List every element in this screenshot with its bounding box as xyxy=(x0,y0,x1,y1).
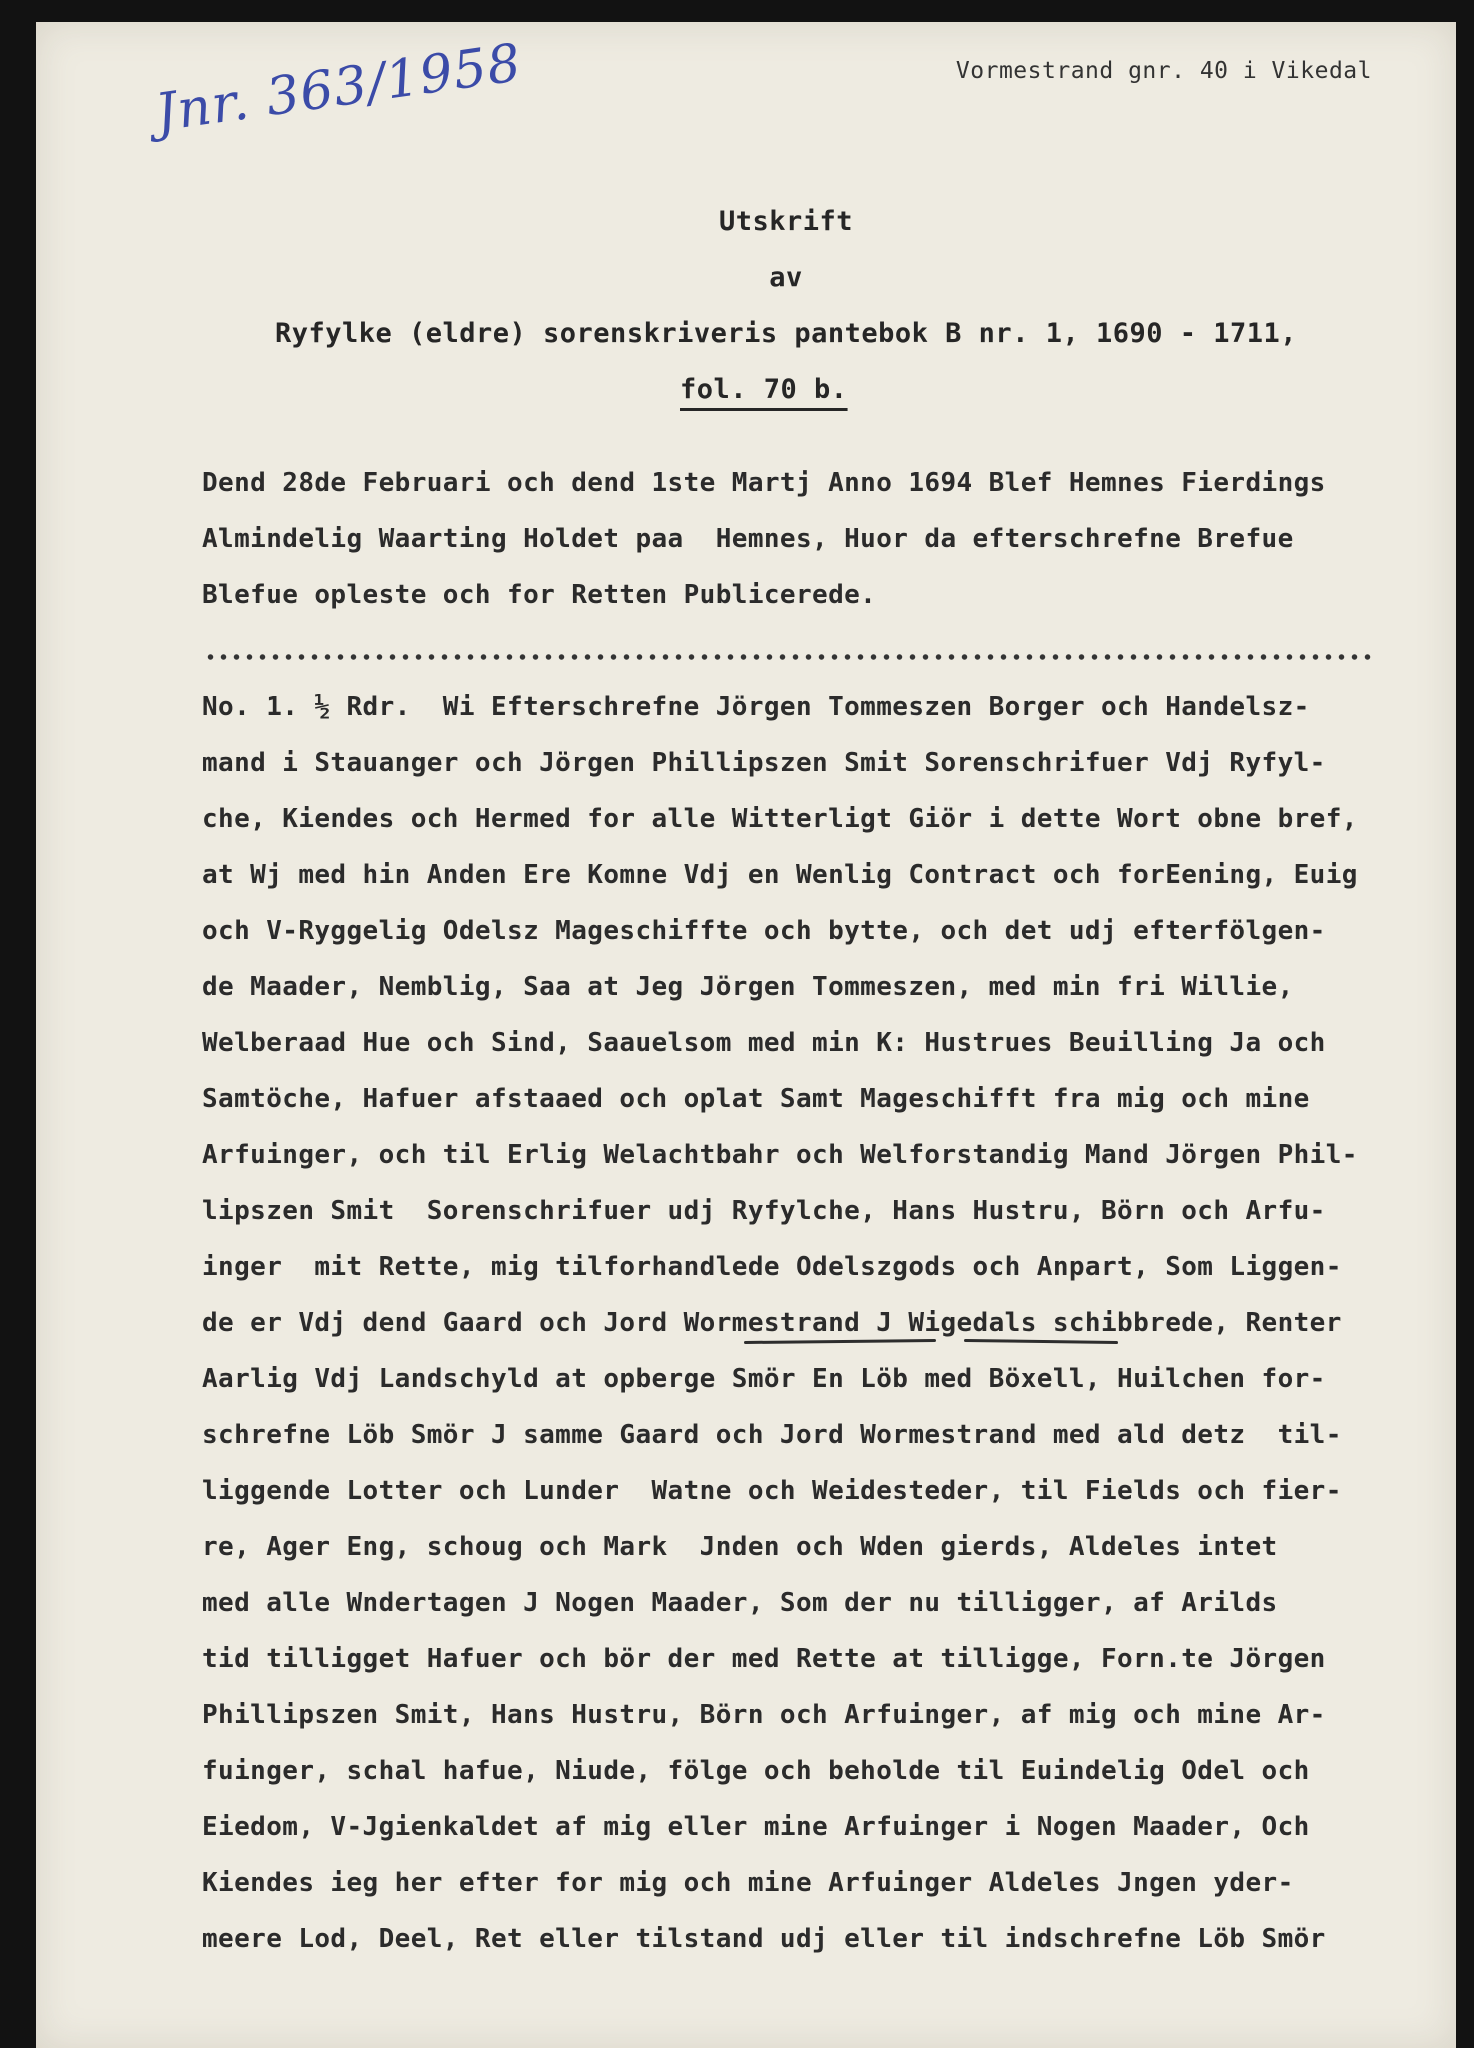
entry-line-13: Aarlig Vdj Landschyld at opberge Smör En Löb med Böxell, Huilchen for- xyxy=(202,1364,1326,1394)
dotted-separator xyxy=(204,652,1374,662)
entry-line-3: che, Kiendes och Hermed for alle Witterligt Giör i dette Wort obne bref, xyxy=(202,804,1358,834)
intro-line-3: Blefue opleste och for Retten Publicerede. xyxy=(202,580,877,610)
title-line-4: fol. 70 b. xyxy=(680,374,848,405)
entry-line-7: Welberaad Hue och Sind, Saauelsom med min K: Hustrues Beuilling Ja och xyxy=(202,1028,1326,1058)
entry-line-15: liggende Lotter och Lunder Watne och Weidesteder, til Fields och fier- xyxy=(202,1476,1342,1506)
header-reference: Vormestrand gnr. 40 i Vikedal xyxy=(955,58,1372,84)
typed-sheet xyxy=(36,22,1456,2048)
entry-line-22: Kiendes ieg her efter for mig och mine Arfuinger Aldeles Jngen yder- xyxy=(202,1868,1294,1898)
entry-line-5: och V-Ryggelig Odelsz Mageschiffte och bytte, och det udj efterfölgen- xyxy=(202,916,1326,946)
entry-line-17: med alle Wndertagen J Nogen Maader, Som der nu tilligger, af Arilds xyxy=(202,1588,1278,1618)
entry-line-9: Arfuinger, och til Erlig Welachtbahr och Welforstandig Mand Jörgen Phil- xyxy=(202,1140,1358,1170)
entry-line-11: inger mit Rette, mig tilforhandlede Odelszgods och Anpart, Som Liggen- xyxy=(202,1252,1342,1282)
entry-line-12: de er Vdj dend Gaard och Jord Wormestrand J Wigedals schibbrede, Renter xyxy=(202,1308,1342,1338)
entry-line-8: Samtöche, Hafuer afstaaed och oplat Samt Mageschifft fra mig och mine xyxy=(202,1084,1310,1114)
entry-line-10: lipszen Smit Sorenschrifuer udj Ryfylche, Hans Hustru, Börn och Arfu- xyxy=(202,1196,1326,1226)
handwritten-note: Jnr. 363/1958 xyxy=(151,32,526,144)
entry-line-16: re, Ager Eng, schoug och Mark Jnden och Wden gierds, Aldeles intet xyxy=(202,1532,1278,1562)
intro-line-1: Dend 28de Februari och dend 1ste Martj Anno 1694 Blef Hemnes Fierdings xyxy=(202,468,1326,498)
entry-line-23: meere Lod, Deel, Ret eller tilstand udj eller til indschrefne Löb Smör xyxy=(202,1924,1326,1954)
entry-line-6: de Maader, Nemblig, Saa at Jeg Jörgen Tommeszen, med min fri Willie, xyxy=(202,972,1294,1002)
title-line-2: av xyxy=(769,262,803,293)
underline-wigedals xyxy=(964,1339,1118,1344)
entry-line-18: tid tilligget Hafuer och bör der med Rette at tilligge, Forn.te Jörgen xyxy=(202,1644,1326,1674)
title-line-3: Ryfylke (eldre) sorenskriveris pantebok B nr. 1, 1690 - 1711, xyxy=(274,318,1298,349)
underline-wormestrand xyxy=(744,1339,936,1344)
title-line-1: Utskrift xyxy=(718,206,854,237)
entry-line-1: No. 1. ½ Rdr. Wi Efterschrefne Jörgen Tommeszen Borger och Handelsz- xyxy=(202,692,1310,722)
entry-line-4: at Wj med hin Anden Ere Komne Vdj en Wenlig Contract och forEening, Euig xyxy=(202,860,1358,890)
entry-line-14: schrefne Löb Smör J samme Gaard och Jord Wormestrand med ald detz til- xyxy=(202,1420,1342,1450)
entry-line-21: Eiedom, V-Jgienkaldet af mig eller mine Arfuinger i Nogen Maader, Och xyxy=(202,1812,1310,1842)
intro-line-2: Almindelig Waarting Holdet paa Hemnes, Huor da efterschrefne Brefue xyxy=(202,524,1294,554)
entry-line-2: mand i Stauanger och Jörgen Phillipszen Smit Sorenschrifuer Vdj Ryfyl- xyxy=(202,748,1326,778)
entry-line-20: fuinger, schal hafue, Niude, fölge och beholde til Euindelig Odel och xyxy=(202,1756,1310,1786)
entry-line-19: Phillipszen Smit, Hans Hustru, Börn och Arfuinger, af mig och mine Ar- xyxy=(202,1700,1326,1730)
